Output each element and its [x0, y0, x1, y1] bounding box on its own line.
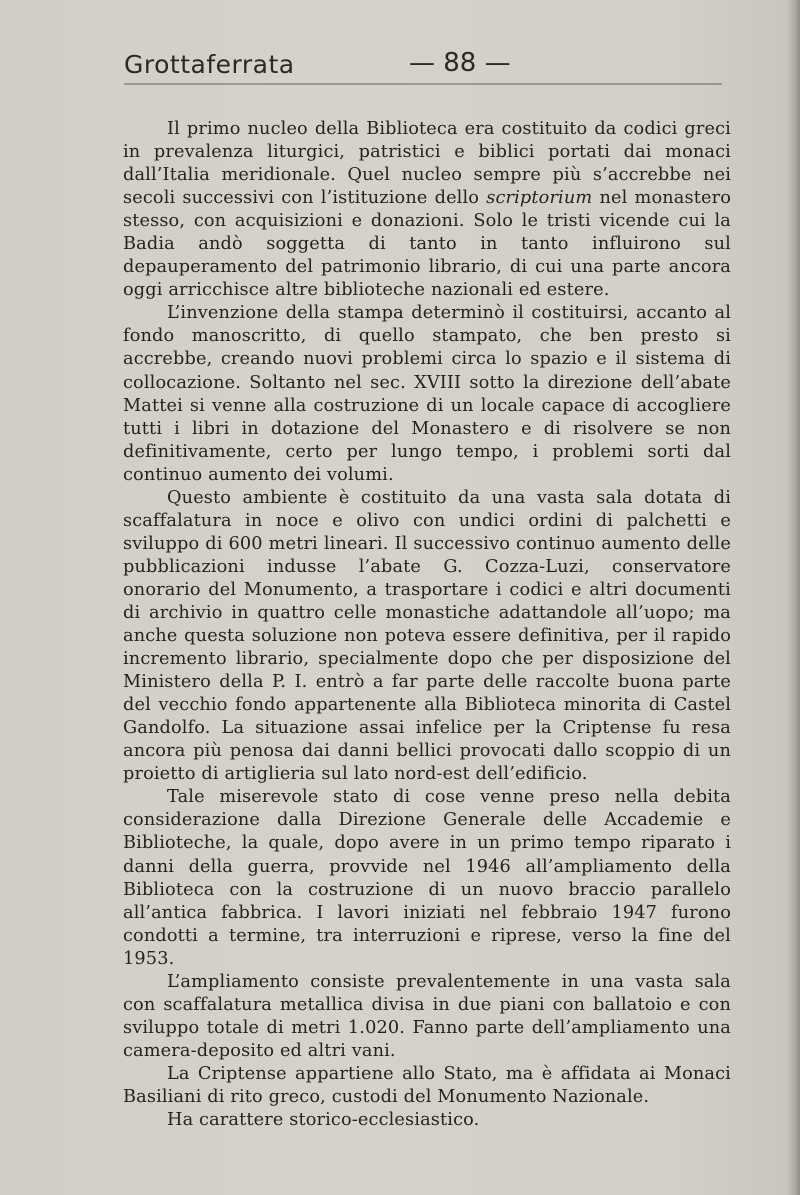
paragraph-1-text-before: Il primo nucleo della Biblioteca era costituito da codici greci in prevalenza liturgici, patristici e biblici portati dai monaci dall’Italia meridionale. Quel nucleo sempre più s’accrebbe nei secoli successivi con l’istituzione dello: [123, 119, 731, 209]
header-rule: [124, 83, 722, 85]
paragraph-5: L’ampliamento consiste prevalentemente in una vasta sala con scaffalatura metallica divisa in due piani con ballatoio e con sviluppo totale di metri 1.020. Fanno parte dell’ampliamento una camera-deposito ed altri vani.: [123, 971, 731, 1061]
paragraph-2: L’invenzione della stampa determinò il costituirsi, accanto al fondo manoscritto, di quello stampato, che ben presto si accrebbe, creando nuovi problemi circa lo spazio e il sistema di collocazione. Soltanto nel sec. XVIII sotto la direzione dell’abate Mattei si venne alla costruzione di un locale capace di accogliere tutti i libri in dotazione del Monastero e di risolvere se non definitivamente, certo per lungo tempo, i problemi sorti dal continuo aumento dei volumi.: [123, 303, 731, 485]
body-text: [123, 118, 731, 1132]
paragraph-6: La Criptense appartiene allo Stato, ma è affidata ai Monaci Basiliani di rito greco, custodi del Monumento Nazionale.: [123, 1063, 731, 1107]
paragraph-1: [123, 118, 731, 302]
page-number: — 88 —: [409, 48, 511, 78]
page-edge-shadow: [786, 0, 800, 1195]
paragraph-7: Ha carattere storico-ecclesiastico.: [167, 1110, 480, 1131]
running-title: Grottaferrata: [124, 50, 295, 79]
paragraph-3: Questo ambiente è costituito da una vasta sala dotata di scaffalatura in noce e olivo con undici ordini di palchetti e sviluppo di 600 metri lineari. Il successivo continuo aumento delle pubblicazioni indusse l’abate G. Cozza-Luzi, conservatore onorario del Monumento, a trasportare i codici e altri documenti di archivio in quattro celle monastiche adattandole all’uopo; ma anche questa soluzione non poteva essere definitiva, per il rapido incremento librario, specialmente dopo che per disposizione del Ministero della P. I. entrò a far parte delle raccolte buona parte del vecchio fondo appartenente alla Biblioteca minorita di Castel Gandolfo. La situazione assai infelice per la Criptense fu resa ancora più penosa dai danni bellici provocati dallo scoppio di un proietto di artiglieria sul lato nord-est dell’edificio.: [123, 487, 731, 785]
paragraph-4: Tale miserevole stato di cose venne preso nella debita considerazione dalla Direzione Generale delle Accademie e Biblioteche, la quale, dopo avere in un primo tempo riparato i danni della guerra, provvide nel 1946 all’ampliamento della Biblioteca con la costruzione di un nuovo braccio parallelo all’antica fabbrica. I lavori iniziati nel febbraio 1947 furono condotti a termine, tra interruzioni e riprese, verso la fine del 1953.: [123, 787, 731, 969]
paragraph-1-text-after: nel monastero stesso, con acquisizioni e donazioni. Solo le tristi vicende cui la Badia andò soggetta di tanto in tanto influirono sul depauperamento del patrimonio librario, di cui una parte ancora oggi arricchisce altre biblioteche nazionali ed estere.: [123, 188, 731, 301]
paragraph-1-italic-term: scriptorium: [486, 188, 593, 209]
